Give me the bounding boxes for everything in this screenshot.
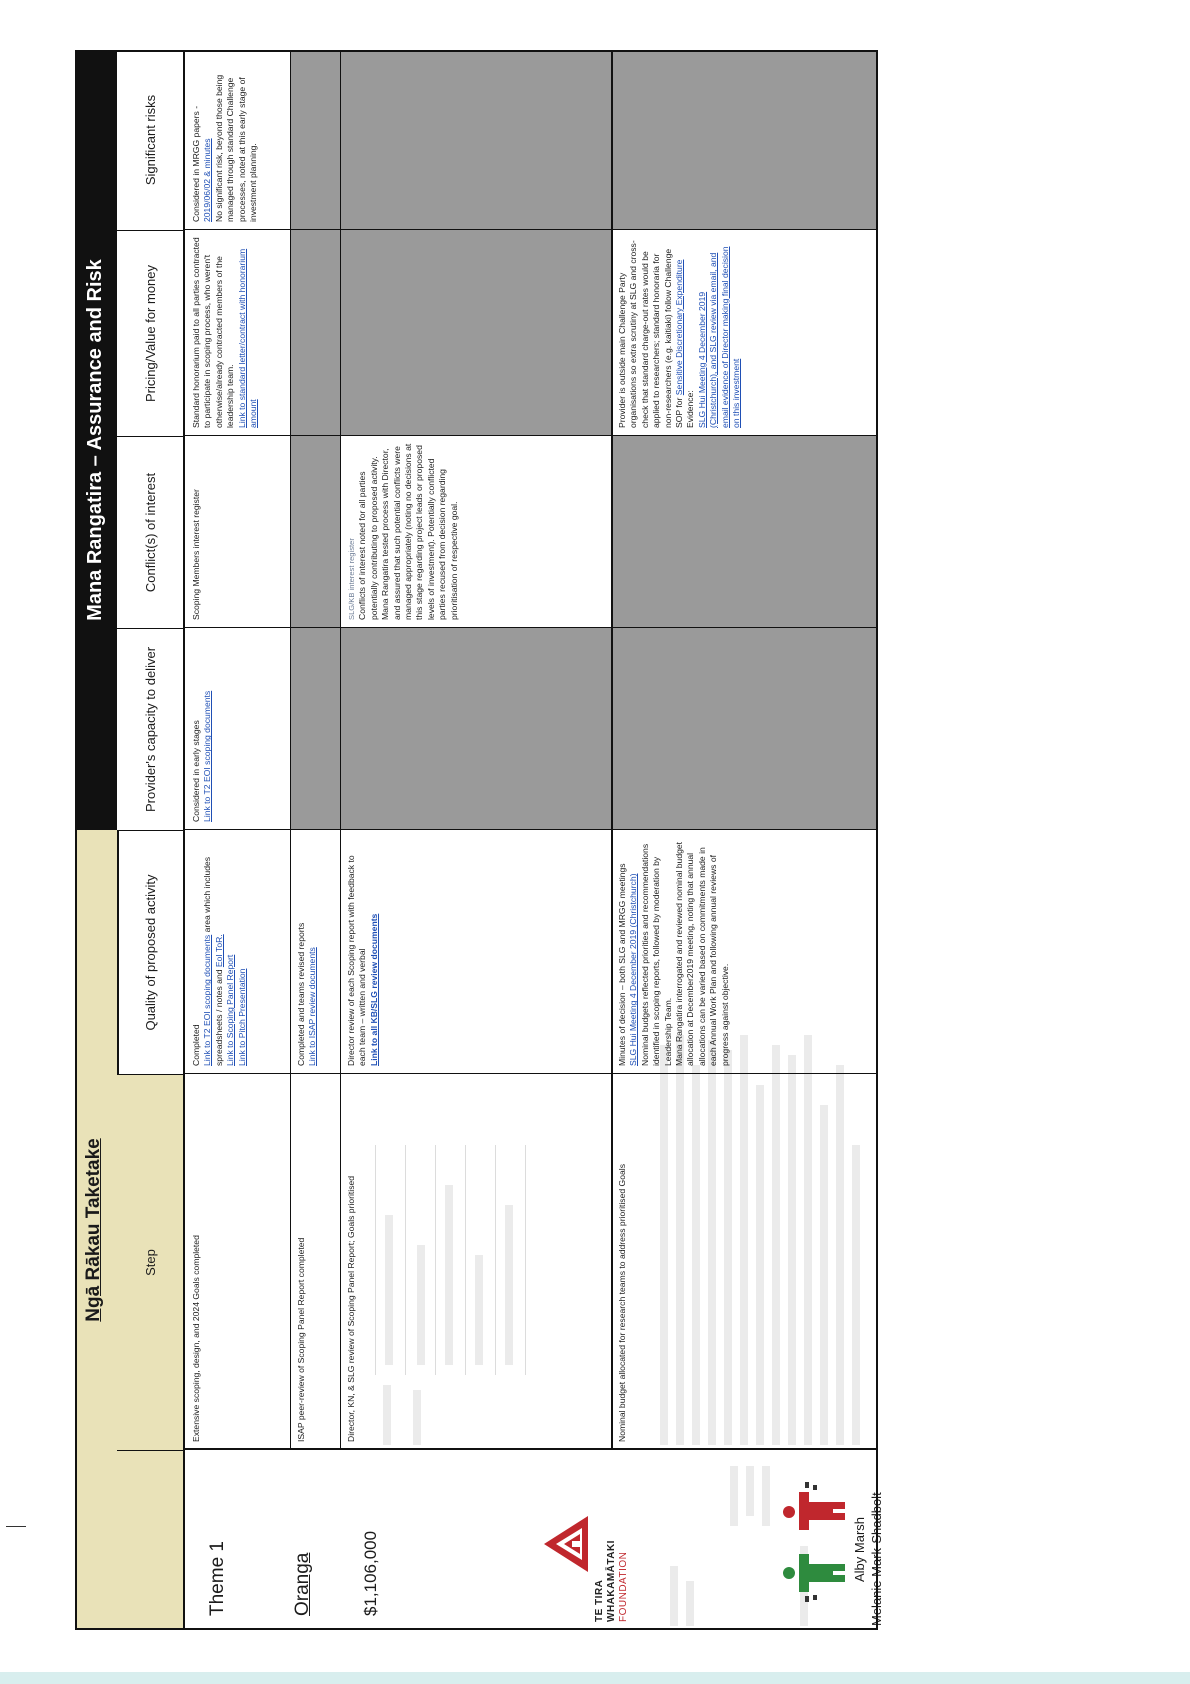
row3-step: Director, KN, & SLG review of Scoping Panel Report; Goals prioritised	[346, 1175, 356, 1442]
theme-title: Theme 1	[207, 1541, 228, 1616]
sheet-frame	[75, 50, 878, 1630]
row1-capacity: Considered in early stages Link to T2 EOI scoping documents	[191, 690, 213, 822]
person-name-1: Alby Marsh	[852, 1516, 867, 1582]
link-sensitive-expenditure[interactable]: Sensitive Discretionary Expenditure	[674, 259, 685, 396]
link-pitch-presentation[interactable]: Link to Pitch Presentation	[236, 968, 247, 1066]
section-title-right: Mana Rangatira – Assurance and Risk	[84, 259, 106, 621]
row3-quality: Director review of each Scoping report with feedback to each team – written and verbal Link to all KB/SLG review documents	[346, 855, 379, 1066]
logo-line-2: WHAKAMĀTAKI	[606, 1540, 617, 1622]
row4-step: Nominal budget allocated for research teams to address prioritised Goals	[617, 1163, 627, 1442]
row1-pricing: Standard honorarium paid to all parties contracted to participate in scoping process, who weren't otherwise/already contracted members of the leadership team. Link to standard letter/contract with honorarium amount	[191, 237, 259, 428]
assurance-risk-sheet	[75, 50, 884, 1630]
link-eoi-tor[interactable]: EoI ToR.	[213, 934, 224, 968]
column-header-pricing: Pricing/Value for money	[117, 230, 185, 436]
row2-step: ISAP peer-review of Scoping Panel Report completed	[296, 1237, 306, 1442]
margin-mark	[6, 1526, 26, 1527]
logo-line-3: FOUNDATION	[618, 1551, 629, 1622]
link-isap-review[interactable]: Link to ISAP review documents	[307, 947, 318, 1066]
link-standard-letter[interactable]: Link to standard letter/contract with honorarium amount	[236, 248, 259, 428]
row1-quality: Completed Link to T2 EOI scoping documents area which includes spreadsheets / notes and EoI ToR. Link to Scoping Panel Report Link to Pitch Presentation	[191, 856, 247, 1066]
theme-name: Oranga	[292, 1552, 313, 1616]
slg-interest-register: SLG/KB interest register	[347, 538, 356, 620]
link-kb-slg-review[interactable]: Link to all KB/SLG review documents	[368, 913, 379, 1066]
column-header-quality: Quality of proposed activity	[117, 830, 185, 1074]
column-header-risks: Significant risks	[117, 50, 185, 230]
column-header-capacity: Provider's capacity to deliver	[117, 628, 185, 830]
link-mrgg-minutes[interactable]: 2019/06/02 & minutes	[202, 138, 213, 222]
row4-pricing: Provider is outside main Challenge Party organisations so extra scrutiny at SLG and cross-check that standard charge-out rates would be applied to researchers; standard honoraria for non-researchers (e.g. kaitiaki) follow Challenge SOP for Sensitive Discretionary Expenditure Evidence: SLG Hui Meeting 4 December 2019 (Christchurch), and SLG review via email, and email evidence of Director making final decision on this investment	[617, 240, 742, 428]
link-slg-hui-meeting[interactable]: SLG Hui Meeting 4 December 2019 (Christchurch)	[628, 873, 639, 1066]
logo-line-1: TE TIRA	[594, 1579, 605, 1622]
row4-quality: Minutes of decision – both SLG and MRGG meetings SLG Hui Meeting 4 December 2019 (Christchurch) Nominal budgets reflected priorities and recommendations identified in scoping reports, followed by moderation by Leadership Team. Mana Rangatira interrogated and reviewed nominal budget allocation at December2019 meeting, noting that annual allocations can be varied based on commitments made in each Annual Work Plan and following annual reviews of progress against objective.	[617, 841, 730, 1066]
person-name-2: Melanie Mark-Shadbolt	[869, 1492, 884, 1626]
link-capacity-scoping-docs[interactable]: Link to T2 EOI scoping documents	[202, 690, 213, 822]
column-header-conflicts: Conflict(s) of interest	[117, 436, 185, 628]
row1-step: Extensive scoping, design, and 2024 Goals completed	[191, 1235, 201, 1442]
theme-amount: $1,106,000	[361, 1530, 380, 1616]
link-t2-eoi-scoping[interactable]: Link to T2 EOI scoping documents	[202, 934, 213, 1066]
row1-risks: Considered in MRGG papers - 2019/06/02 & minutes No significant risk, beyond those being managed through standard Challenge processes, noted at this early stage of investment planning.	[191, 74, 259, 222]
row1-conflicts: Scoping Members interest register	[191, 489, 201, 620]
link-scoping-panel-report[interactable]: Link to Scoping Panel Report	[225, 954, 236, 1066]
row3-conflicts: SLG/KB interest register Conflicts of interest noted for all parties potentially contributing to proposed activity. Mana Rangatira tested process with Director, and assured that such potential conflicts were managed appropriately (noting no decisions at this stage regarding project leads or proposed levels of investment). Potentially conflicted parties recused from decision regarding prioritisation of respective goal.	[347, 443, 459, 620]
row2-quality: Completed and teams revised reports Link to ISAP review documents	[296, 922, 318, 1066]
section-title-left: Ngā Rākau Taketake	[83, 1138, 104, 1322]
column-header-step: Step	[117, 1074, 185, 1450]
page-bottom-band	[0, 1672, 1190, 1684]
link-slg-hui-evidence[interactable]: SLG Hui Meeting 4 December 2019 (Christchurch), and SLG review via email, and email evidence of Director making final decision on this investment	[696, 246, 742, 428]
